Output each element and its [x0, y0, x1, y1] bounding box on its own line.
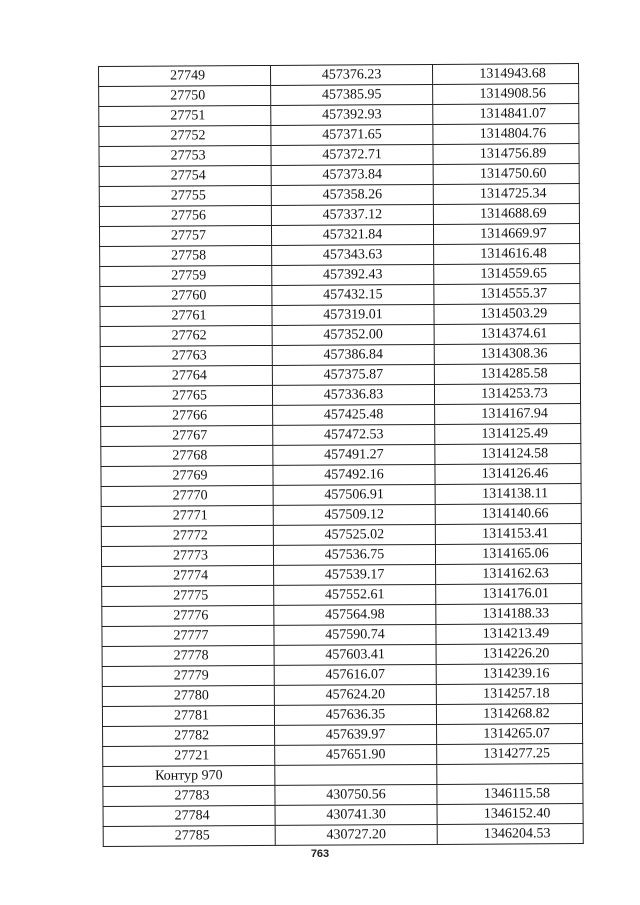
- y-coordinate-cell: 1314943.68: [432, 64, 578, 85]
- point-number-cell: 27774: [102, 565, 274, 586]
- x-coordinate-cell: 457472.53: [273, 424, 435, 445]
- x-coordinate-cell: 457373.84: [271, 164, 433, 185]
- x-coordinate-cell: 457321.84: [271, 224, 433, 245]
- x-coordinate-cell: 457425.48: [273, 404, 435, 425]
- table-row: [101, 484, 581, 507]
- contour-label: Контур 970: [103, 765, 275, 786]
- y-coordinate-cell: 1314162.63: [436, 564, 582, 585]
- table-row: [99, 104, 579, 127]
- table-row: [99, 204, 579, 227]
- table-row: [100, 304, 580, 327]
- point-number-cell: 27754: [99, 165, 271, 186]
- table-row: [99, 124, 579, 147]
- x-coordinate-cell: 457491.27: [273, 444, 435, 465]
- empty-cell: [437, 764, 583, 785]
- table-row: [103, 804, 583, 827]
- point-number-cell: 27775: [102, 585, 274, 606]
- table-row: [99, 224, 579, 247]
- x-coordinate-cell: 430750.56: [275, 784, 437, 805]
- point-number-cell: 27773: [101, 545, 273, 566]
- y-coordinate-cell: 1314239.16: [436, 664, 582, 685]
- y-coordinate-cell: 1314616.48: [434, 244, 580, 265]
- table-row: [103, 744, 583, 767]
- y-coordinate-cell: 1314138.11: [435, 484, 581, 505]
- point-number-cell: 27756: [99, 205, 271, 226]
- table-row: [101, 524, 581, 547]
- y-coordinate-cell: 1314374.61: [434, 324, 580, 345]
- x-coordinate-cell: 457432.15: [272, 284, 434, 305]
- y-coordinate-cell: 1346115.58: [437, 784, 583, 805]
- point-number-cell: 27753: [99, 145, 271, 166]
- y-coordinate-cell: 1314268.82: [436, 704, 582, 725]
- point-number-cell: 27761: [100, 305, 272, 326]
- point-number-cell: 27751: [99, 105, 271, 126]
- y-coordinate-cell: 1314503.29: [434, 304, 580, 325]
- x-coordinate-cell: 457386.84: [272, 344, 434, 365]
- point-number-cell: 27779: [102, 665, 274, 686]
- point-number-cell: 27763: [100, 345, 272, 366]
- y-coordinate-cell: 1314124.58: [435, 444, 581, 465]
- point-number-cell: 27780: [102, 685, 274, 706]
- table-row: [102, 684, 582, 707]
- y-coordinate-cell: 1314756.89: [433, 144, 579, 165]
- point-number-cell: 27782: [103, 725, 275, 746]
- table-row: [101, 424, 581, 447]
- table-row: [100, 244, 580, 267]
- y-coordinate-cell: 1314213.49: [436, 624, 582, 645]
- x-coordinate-cell: 457319.01: [272, 304, 434, 325]
- y-coordinate-cell: 1314226.20: [436, 644, 582, 665]
- empty-cell: [275, 764, 437, 785]
- x-coordinate-cell: 457343.63: [272, 244, 434, 265]
- y-coordinate-cell: 1314165.06: [435, 544, 581, 565]
- point-number-cell: 27772: [101, 525, 273, 546]
- x-coordinate-cell: 457337.12: [271, 204, 433, 225]
- point-number-cell: 27776: [102, 605, 274, 626]
- x-coordinate-cell: 457392.43: [272, 264, 434, 285]
- y-coordinate-cell: 1314277.25: [437, 744, 583, 765]
- table-row: [100, 384, 580, 407]
- point-number-cell: 27766: [101, 405, 273, 426]
- table-row: [102, 704, 582, 727]
- table-row: [99, 184, 579, 207]
- y-coordinate-cell: 1314559.65: [434, 264, 580, 285]
- x-coordinate-cell: 457552.61: [274, 584, 436, 605]
- point-number-cell: 27769: [101, 465, 273, 486]
- y-coordinate-cell: 1346152.40: [437, 804, 583, 825]
- x-coordinate-cell: 457539.17: [274, 564, 436, 585]
- point-number-cell: 27778: [102, 645, 274, 666]
- y-coordinate-cell: 1314804.76: [433, 124, 579, 145]
- point-number-cell: 27762: [100, 325, 272, 346]
- point-number-cell: 27781: [102, 705, 274, 726]
- y-coordinate-cell: 1314176.01: [436, 584, 582, 605]
- point-number-cell: 27721: [103, 745, 275, 766]
- x-coordinate-cell: 457336.83: [272, 384, 434, 405]
- y-coordinate-cell: 1314841.07: [433, 104, 579, 125]
- x-coordinate-cell: 457603.41: [274, 644, 436, 665]
- table-row: [102, 564, 582, 587]
- x-coordinate-cell: 457651.90: [275, 744, 437, 765]
- table-row: [99, 84, 579, 107]
- point-number-cell: 27758: [100, 245, 272, 266]
- x-coordinate-cell: 457564.98: [274, 604, 436, 625]
- point-number-cell: 27767: [101, 425, 273, 446]
- x-coordinate-cell: 457616.07: [274, 664, 436, 685]
- x-coordinate-cell: 457536.75: [273, 544, 435, 565]
- page-number: 763: [310, 848, 330, 860]
- y-coordinate-cell: 1314253.73: [434, 384, 580, 405]
- table-row: [102, 664, 582, 687]
- y-coordinate-cell: 1314285.58: [434, 364, 580, 385]
- x-coordinate-cell: 457590.74: [274, 624, 436, 645]
- x-coordinate-cell: 457371.65: [271, 124, 433, 145]
- point-number-cell: 27765: [100, 385, 272, 406]
- x-coordinate-cell: 430727.20: [275, 824, 437, 845]
- table-row: [102, 584, 582, 607]
- table-row: [103, 724, 583, 747]
- x-coordinate-cell: 457624.20: [274, 684, 436, 705]
- x-coordinate-cell: 457376.23: [270, 64, 432, 85]
- x-coordinate-cell: 457385.95: [271, 84, 433, 105]
- table-row: [102, 644, 582, 667]
- y-coordinate-cell: 1314688.69: [433, 204, 579, 225]
- y-coordinate-cell: 1314188.33: [436, 604, 582, 625]
- x-coordinate-cell: 457492.16: [273, 464, 435, 485]
- y-coordinate-cell: 1314167.94: [435, 404, 581, 425]
- x-coordinate-cell: 430741.30: [275, 804, 437, 825]
- y-coordinate-cell: 1314265.07: [437, 724, 583, 745]
- y-coordinate-cell: 1314257.18: [436, 684, 582, 705]
- point-number-cell: 27757: [99, 225, 271, 246]
- coordinates-table-body: [99, 64, 584, 847]
- y-coordinate-cell: 1314153.41: [435, 524, 581, 545]
- point-number-cell: 27783: [103, 785, 275, 806]
- x-coordinate-cell: 457372.71: [271, 144, 433, 165]
- table-row: [99, 164, 579, 187]
- y-coordinate-cell: 1314140.66: [435, 504, 581, 525]
- table-row: [101, 444, 581, 467]
- point-number-cell: 27752: [99, 125, 271, 146]
- x-coordinate-cell: 457358.26: [271, 184, 433, 205]
- y-coordinate-cell: 1314126.46: [435, 464, 581, 485]
- point-number-cell: 27777: [102, 625, 274, 646]
- table-row: [99, 64, 579, 87]
- y-coordinate-cell: 1346204.53: [437, 824, 583, 845]
- y-coordinate-cell: 1314725.34: [433, 184, 579, 205]
- table-row: [103, 784, 583, 807]
- table-row: [100, 364, 580, 387]
- y-coordinate-cell: 1314555.37: [434, 284, 580, 305]
- table-row: [103, 824, 583, 847]
- table-row: [100, 284, 580, 307]
- point-number-cell: 27759: [100, 265, 272, 286]
- point-number-cell: 27768: [101, 445, 273, 466]
- point-number-cell: 27784: [103, 805, 275, 826]
- x-coordinate-cell: 457636.35: [274, 704, 436, 725]
- table-row: [99, 144, 579, 167]
- table-row: [101, 404, 581, 427]
- table-row: [100, 324, 580, 347]
- point-number-cell: 27760: [100, 285, 272, 306]
- x-coordinate-cell: 457392.93: [271, 104, 433, 125]
- x-coordinate-cell: 457639.97: [275, 724, 437, 745]
- x-coordinate-cell: 457509.12: [273, 504, 435, 525]
- y-coordinate-cell: 1314125.49: [435, 424, 581, 445]
- x-coordinate-cell: 457352.00: [272, 324, 434, 345]
- point-number-cell: 27764: [100, 365, 272, 386]
- point-number-cell: 27785: [103, 825, 275, 846]
- point-number-cell: 27755: [99, 185, 271, 206]
- table-row: [100, 264, 580, 287]
- table-row: [102, 604, 582, 627]
- point-number-cell: 27750: [99, 85, 271, 106]
- table-row: [100, 344, 580, 367]
- x-coordinate-cell: 457525.02: [273, 524, 435, 545]
- coordinates-table: [98, 63, 584, 847]
- point-number-cell: 27771: [101, 505, 273, 526]
- y-coordinate-cell: 1314669.97: [433, 224, 579, 245]
- table-row: [101, 504, 581, 527]
- table-row: [102, 624, 582, 647]
- x-coordinate-cell: 457506.91: [273, 484, 435, 505]
- y-coordinate-cell: 1314308.36: [434, 344, 580, 365]
- y-coordinate-cell: 1314908.56: [433, 84, 579, 105]
- table-row: [101, 544, 581, 567]
- point-number-cell: 27749: [99, 65, 271, 86]
- x-coordinate-cell: 457375.87: [272, 364, 434, 385]
- point-number-cell: 27770: [101, 485, 273, 506]
- y-coordinate-cell: 1314750.60: [433, 164, 579, 185]
- table-row: [101, 464, 581, 487]
